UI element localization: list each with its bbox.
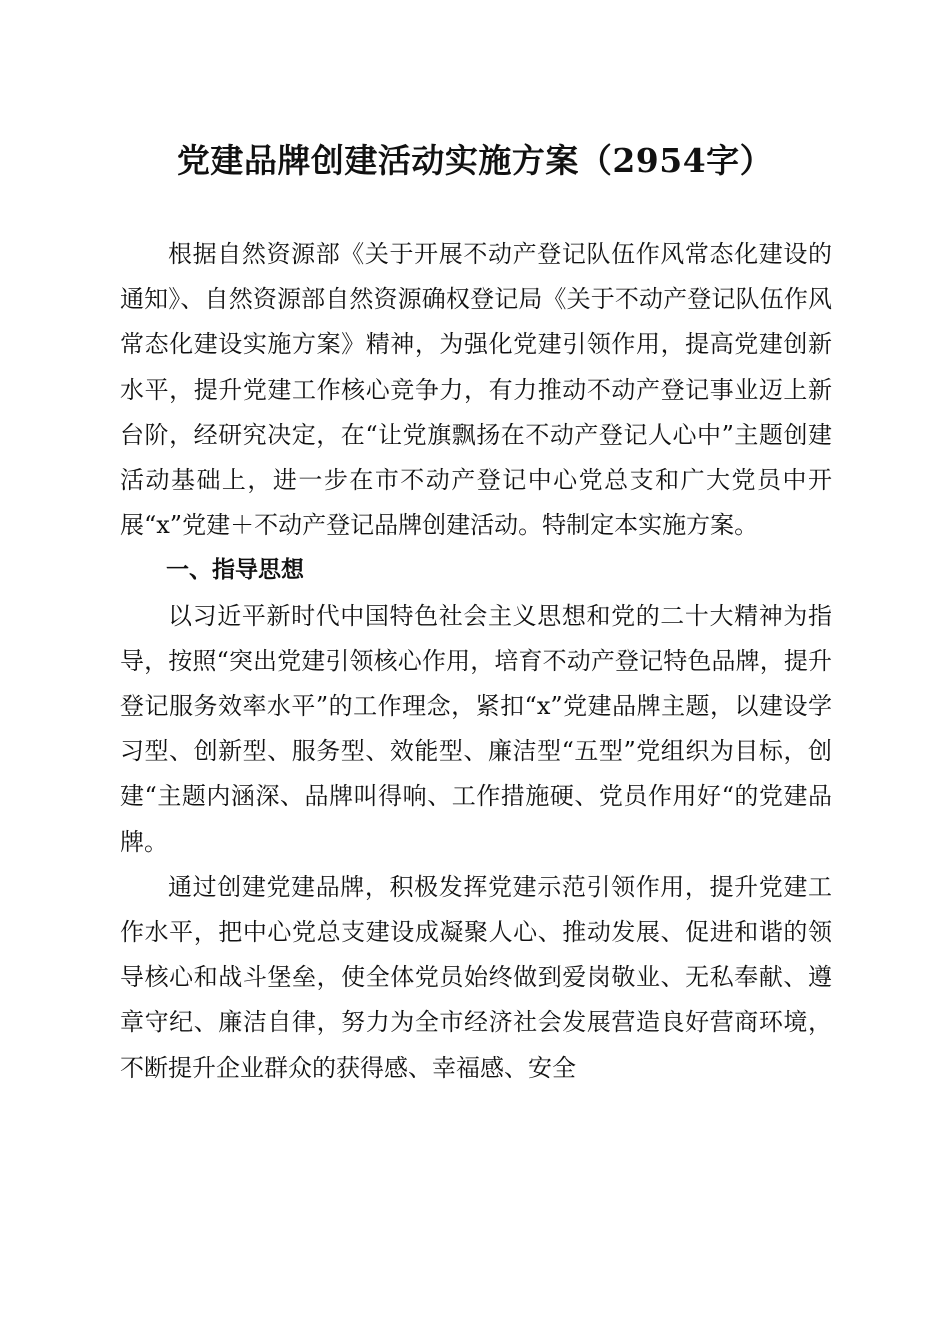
section-heading-guiding-thought: 一、指导思想 (166, 557, 304, 584)
section-paragraph: 通过创建党建品牌，积极发挥党建示范引领作用，提升党建工作水平，把中心党总支建设成凝聚人心、推动发展、促进和谐的领导核心和战斗堡垒，使全体党员始终做到爱岗敬业、无私奉献、遵章守纪、廉洁自律，努力为全市经济社会发展营造良好营商环境，不断提升企业群众的获得感、幸福感、安全 (120, 872, 832, 1082)
document-body (120, 232, 832, 1091)
intro-paragraph: 根据自然资源部《关于开展不动产登记队伍作风常态化建设的通知》、自然资源部自然资源确权登记局《关于不动产登记队伍作风常态化建设实施方案》精神，为强化党建引领作用，提高党建创新水平，提升党建工作核心竞争力，有力推动不动产登记事业迈上新台阶，经研究决定，在“让党旗飘扬在不动产登记人心中”主题创建活动基础上，进一步在市不动产登记中心党总支和广大党员中开展“x”党建＋不动产登记品牌创建活动。特制定本实施方案。 (120, 240, 832, 540)
document-title: 党建品牌创建活动实施方案（2954字） (176, 141, 774, 180)
section-paragraph: 以习近平新时代中国特色社会主义思想和党的二十大精神为指导，按照“突出党建引领核心作用，培育不动产登记特色品牌，提升登记服务效率水平”的工作理念，紧扣“x”党建品牌主题，以建设学习型、创新型、服务型、效能型、廉洁型“五型”党组织为目标，创建“主题内涵深、品牌叫得响、工作措施硬、党员作用好“的党建品牌。 (120, 601, 832, 856)
